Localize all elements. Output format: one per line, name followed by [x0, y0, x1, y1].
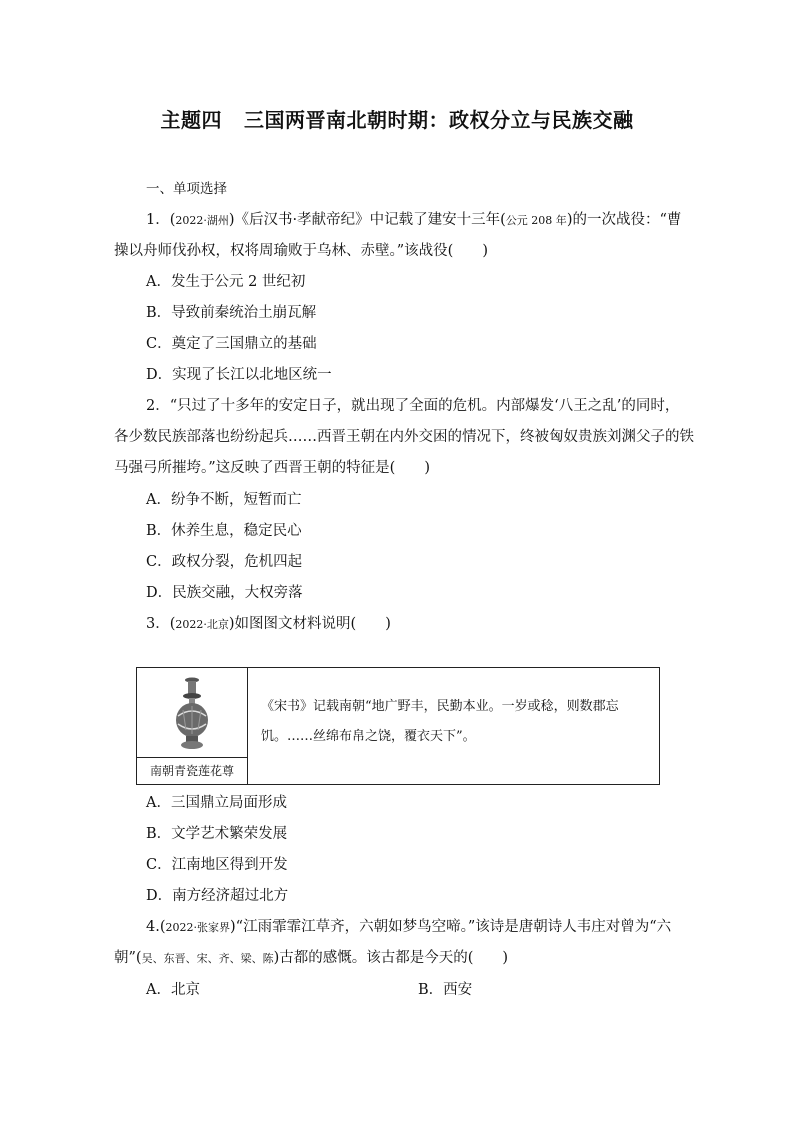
figure-text — [261, 692, 649, 752]
q2-line1: 2．“只过了十多年的安定日子，就出现了全面的危机。内部爆发‘八王之乱’的同时， — [146, 398, 680, 414]
q1-option-b: B．导致前秦统治土崩瓦解 — [146, 305, 317, 321]
q2-line3: 马强弓所摧垮。”这反映了西晋王朝的特征是( ) — [114, 460, 430, 476]
q4-line2-pre: 朝”( — [114, 950, 142, 966]
q2-option-b: B．休养生息，稳定民心 — [146, 523, 302, 539]
q1-note: 公元 208 年 — [505, 214, 567, 227]
title-part2: 三国两晋南北朝时期：政权分立与民族交融 — [244, 108, 634, 132]
q3-figure-table — [136, 667, 660, 785]
q4-line2-post: )古都的感慨。该古都是今天的( ) — [273, 950, 509, 966]
q2-line2: 各少数民族部落也纷纷起兵……西晋王朝在内外交困的情况下，终被匈奴贵族刘渊父子的铁 — [114, 429, 694, 445]
q2-option-c: C．政权分裂，危机四起 — [146, 554, 303, 570]
q1-prefix: 1．( — [146, 212, 176, 228]
q4-note: 吴、东晋、宋、齐、梁、陈 — [141, 952, 274, 965]
q1-option-d: D．实现了长江以北地区统一 — [146, 367, 332, 383]
page-title — [0, 104, 794, 133]
q3-prefix: 3．( — [146, 616, 176, 632]
q3-option-d: D．南方经济超过北方 — [146, 888, 289, 904]
q3-line1 — [146, 612, 391, 633]
figure-text-line1: 《宋书》记载南朝“地广野丰，民勤本业。一岁或稔，则数郡忘 — [261, 699, 619, 714]
q4-source: 2022·张家界 — [165, 921, 230, 934]
q4-option-a: A．北京 — [146, 982, 200, 998]
q3-option-b: B．文学艺术繁荣发展 — [146, 826, 288, 842]
q2-option-a: A．纷争不断，短暂而亡 — [146, 492, 302, 508]
q1-text: )《后汉书·孝献帝纪》中记载了建安十三年( — [228, 212, 506, 228]
q1-line1 — [146, 208, 681, 229]
q1-option-a: A．发生于公元 2 世纪初 — [146, 274, 306, 290]
q1-option-c: C．奠定了三国鼎立的基础 — [146, 336, 317, 352]
q3-source: 2022·北京 — [175, 618, 229, 631]
q3-option-c: C．江南地区得到开发 — [146, 857, 288, 873]
figure-caption: 南朝青瓷莲花尊 — [137, 757, 247, 784]
q1-line2: 操以舟师伐孙权，权将周瑜败于乌林、赤壁。”该战役( ) — [114, 243, 488, 259]
q3-option-a: A．三国鼎立局面形成 — [146, 795, 287, 811]
title-part1: 主题四 — [160, 108, 222, 132]
q3-text: )如图图文材料说明( ) — [228, 616, 391, 632]
q2-option-d: D．民族交融，大权旁落 — [146, 585, 303, 601]
q4-line2 — [114, 946, 508, 967]
figure-image-cell — [137, 668, 248, 784]
section-heading: 一、单项选择 — [146, 181, 227, 197]
q1-text-end: )的一次战役：“曹 — [566, 212, 682, 228]
figure-text-line2: 饥。……丝绵布帛之饶，覆衣天下”。 — [261, 729, 476, 744]
lotus-vase-icon — [174, 676, 210, 750]
q4-option-b: B．西安 — [418, 982, 473, 998]
q4-text: )“江雨霏霏江草齐，六朝如梦鸟空啼。”该诗是唐朝诗人韦庄对曾为“六 — [230, 919, 672, 935]
q4-prefix: 4.( — [146, 919, 166, 935]
q1-source: 2022·湖州 — [175, 214, 229, 227]
q4-line1 — [146, 915, 671, 936]
